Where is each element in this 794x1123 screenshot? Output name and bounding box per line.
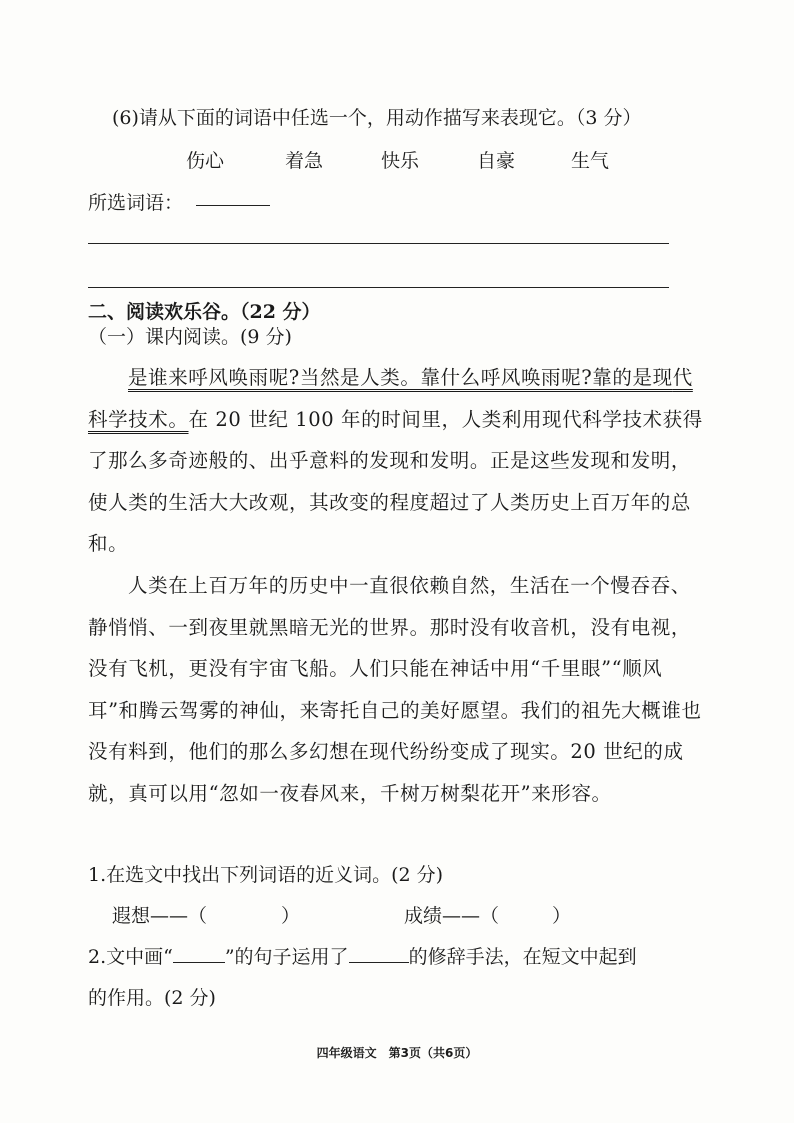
word-option: 生气 — [571, 150, 610, 172]
passage-paragraph-2: 人类在上百万年的历史中一直很依赖自然，生活在一个慢吞吞、静悄悄、一到夜里就黑暗无光的世界。那时没有收音机，没有电视，没有飞机，更没有宇宙飞船。人们只能在神话中用“千里眼”“顺风耳”和腾云驾雾的神仙，来寄托自己的美好愿望。我们的祖先大概谁也没有料到，他们的那么多幻想在现代纷纷变成了现实。20 世纪的成就，真可以用“忽如一夜春风来，千树万树梨花开”来形容。 — [88, 574, 702, 805]
synonym-paren-close: ） — [552, 905, 572, 927]
selected-word-blank[interactable] — [196, 205, 270, 206]
question-2-line-2: 的作用。(2 分) — [88, 987, 216, 1009]
rhetoric-answer-blank[interactable] — [349, 946, 409, 963]
word-option: 快乐 — [381, 150, 420, 172]
passage-text: 在 20 世纪 100 年的时间里，人类利用现代科学技术获得了那么多奇迹般的、出乎意料的发现和发明。正是这些发现和发明，使人类的生活大大改观，其改变的程度超过了人类历史上百万年的总和。 — [88, 407, 703, 555]
section-2-subtitle: （一）课内阅读。(9 分) — [88, 326, 292, 348]
selected-word-label: 所选词语： — [88, 192, 184, 214]
passage-paragraph-1 — [88, 357, 708, 565]
word-option: 着急 — [285, 150, 324, 172]
question-2-text: ”的句子运用了 — [224, 946, 349, 968]
synonym-prompt-left: 遐想——（ — [112, 905, 208, 927]
synonym-paren-close: ） — [281, 905, 301, 927]
underlined-sentence: 代科学技术。 — [88, 366, 693, 431]
question-1-prompt: 1.在选文中找出下列词语的近义词。(2 分) — [88, 864, 444, 886]
reading-passage — [88, 357, 708, 565]
underlined-sentence: 是谁来呼风唤雨呢?当然是人类。靠什么呼风唤雨呢?靠的是现 — [128, 366, 673, 389]
underline-sample — [173, 946, 225, 963]
question-2-text: 的修辞手法，在短文中起到 — [408, 946, 637, 968]
reading-passage-2 — [88, 565, 708, 814]
word-option: 伤心 — [186, 150, 225, 172]
page-footer: 四年级语文 第3页（共6页） — [316, 1046, 478, 1060]
question-6-prompt: (6)请从下面的词语中任选一个，用动作描写来表现它。（3 分） — [112, 107, 642, 129]
synonym-prompt-right: 成绩——（ — [404, 905, 500, 927]
question-2-line-1 — [88, 942, 637, 969]
question-2-text: 2.文中画“ — [88, 946, 173, 968]
answer-line[interactable] — [88, 287, 669, 288]
answer-line[interactable] — [88, 243, 669, 244]
word-option: 自豪 — [477, 150, 516, 172]
section-2-title: 二、阅读欢乐谷。（22 分） — [88, 301, 321, 323]
